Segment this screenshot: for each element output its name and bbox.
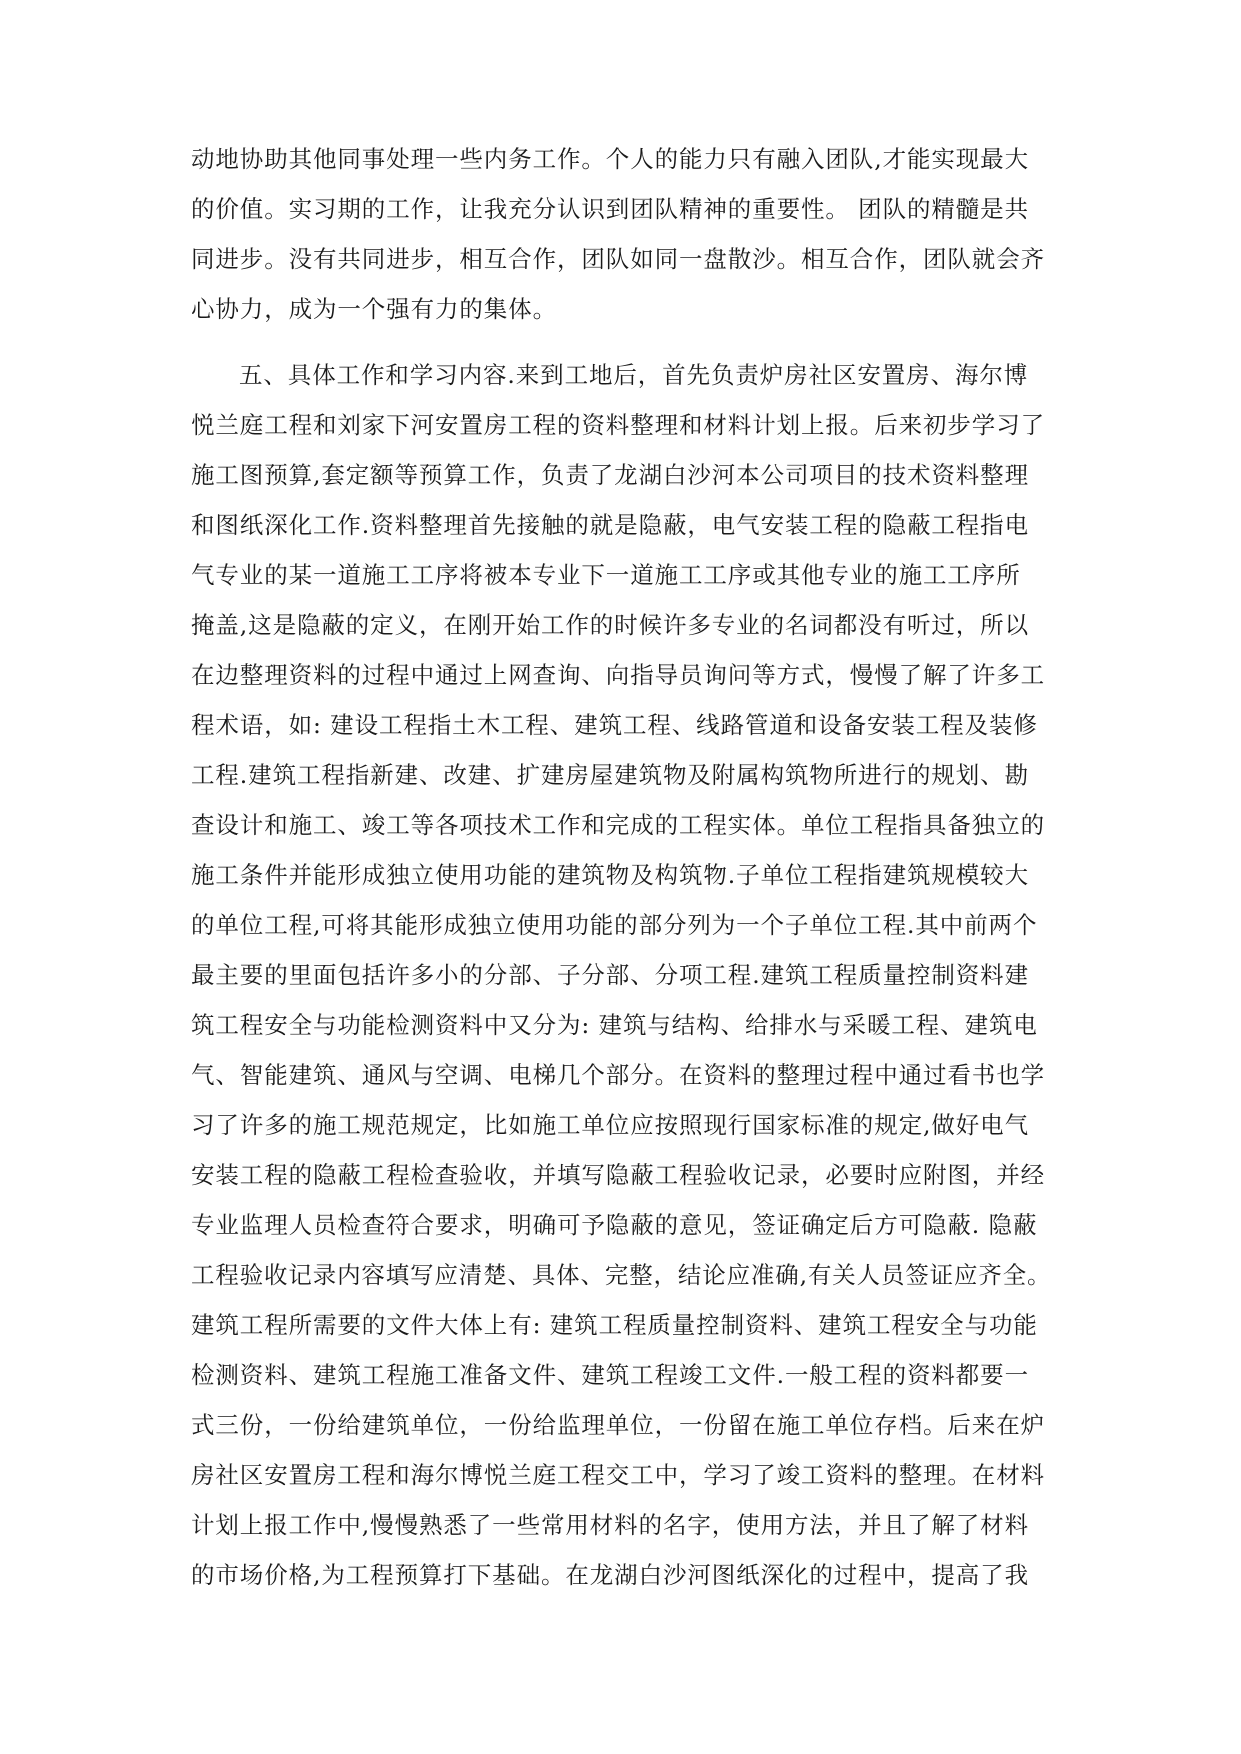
text-line: 计划上报工作中,慢慢熟悉了一些常用材料的名字，使用方法，并且了解了材料 (191, 1511, 1029, 1539)
text-line: 工程验收记录内容填写应清楚、具体、完整，结论应准确,有关人员签证应齐全。 (191, 1261, 1052, 1289)
text-line: 最主要的里面包括许多小的分部、子分部、分项工程.建筑工程质量控制资料建 (191, 961, 1029, 989)
text-line: 程术语，如: 建设工程指土木工程、建筑工程、线路管道和设备安装工程及装修 (191, 711, 1038, 739)
text-line: 气、智能建筑、通风与空调、电梯几个部分。在资料的整理过程中通过看书也学 (191, 1061, 1045, 1089)
paragraph-work-content (191, 350, 1051, 1600)
text-line: 建筑工程所需要的文件大体上有: 建筑工程质量控制资料、建筑工程安全与功能 (191, 1311, 1038, 1339)
text-line: 在边整理资料的过程中通过上网查询、向指导员询问等方式，慢慢了解了许多工 (191, 661, 1045, 689)
text-line: 悦兰庭工程和刘家下河安置房工程的资料整理和材料计划上报。后来初步学习了 (191, 411, 1045, 439)
text-line: 施工条件并能形成独立使用功能的建筑物及构筑物.子单位工程指建筑规模较大 (191, 861, 1029, 889)
document-body (191, 134, 1051, 1600)
text-line: 气专业的某一道施工工序将被本专业下一道施工工序或其他专业的施工工序所 (191, 561, 1021, 589)
text-line: 施工图预算,套定额等预算工作，负责了龙湖白沙河本公司项目的技术资料整理 (191, 461, 1029, 489)
text-line: 工程.建筑工程指新建、改建、扩建房屋建筑物及附属构筑物所进行的规划、勘 (191, 761, 1029, 789)
text-line: 的价值。实习期的工作，让我充分认识到团队精神的重要性。 团队的精髓是共 (191, 195, 1029, 223)
text-line: 习了许多的施工规范规定，比如施工单位应按照现行国家标准的规定,做好电气 (191, 1111, 1029, 1139)
text-line: 式三份，一份给建筑单位，一份给监理单位，一份留在施工单位存档。后来在炉 (191, 1411, 1045, 1439)
text-line: 和图纸深化工作.资料整理首先接触的就是隐蔽，电气安装工程的隐蔽工程指电 (191, 511, 1029, 539)
text-line: 查设计和施工、竣工等各项技术工作和完成的工程实体。单位工程指具备独立的 (191, 811, 1045, 839)
text-line: 检测资料、建筑工程施工准备文件、建筑工程竣工文件.一般工程的资料都要一 (191, 1361, 1029, 1389)
text-line: 心协力，成为一个强有力的集体。 (191, 295, 557, 323)
paragraph-teamwork (191, 134, 1051, 334)
text-line: 掩盖,这是隐蔽的定义，在刚开始工作的时候许多专业的名词都没有听过，所以 (191, 611, 1029, 639)
text-line: 的单位工程,可将其能形成独立使用功能的部分列为一个子单位工程.其中前两个 (191, 911, 1038, 939)
text-line: 动地协助其他同事处理一些内务工作。个人的能力只有融入团队,才能实现最大 (191, 145, 1029, 173)
text-line: 房社区安置房工程和海尔博悦兰庭工程交工中，学习了竣工资料的整理。在材料 (191, 1461, 1045, 1489)
text-line: 同进步。没有共同进步，相互合作，团队如同一盘散沙。相互合作，团队就会齐 (191, 245, 1045, 273)
text-line: 的市场价格,为工程预算打下基础。在龙湖白沙河图纸深化的过程中，提高了我 (191, 1561, 1029, 1589)
text-line: 安装工程的隐蔽工程检查验收，并填写隐蔽工程验收记录，必要时应附图，并经 (191, 1161, 1045, 1189)
text-line: 筑工程安全与功能检测资料中又分为: 建筑与结构、给排水与采暖工程、建筑电 (191, 1011, 1038, 1039)
text-line: 五、具体工作和学习内容.来到工地后，首先负责炉房社区安置房、海尔博 (239, 361, 1029, 389)
text-line: 专业监理人员检查符合要求，明确可予隐蔽的意见，签证确定后方可隐蔽. 隐蔽 (191, 1211, 1038, 1239)
